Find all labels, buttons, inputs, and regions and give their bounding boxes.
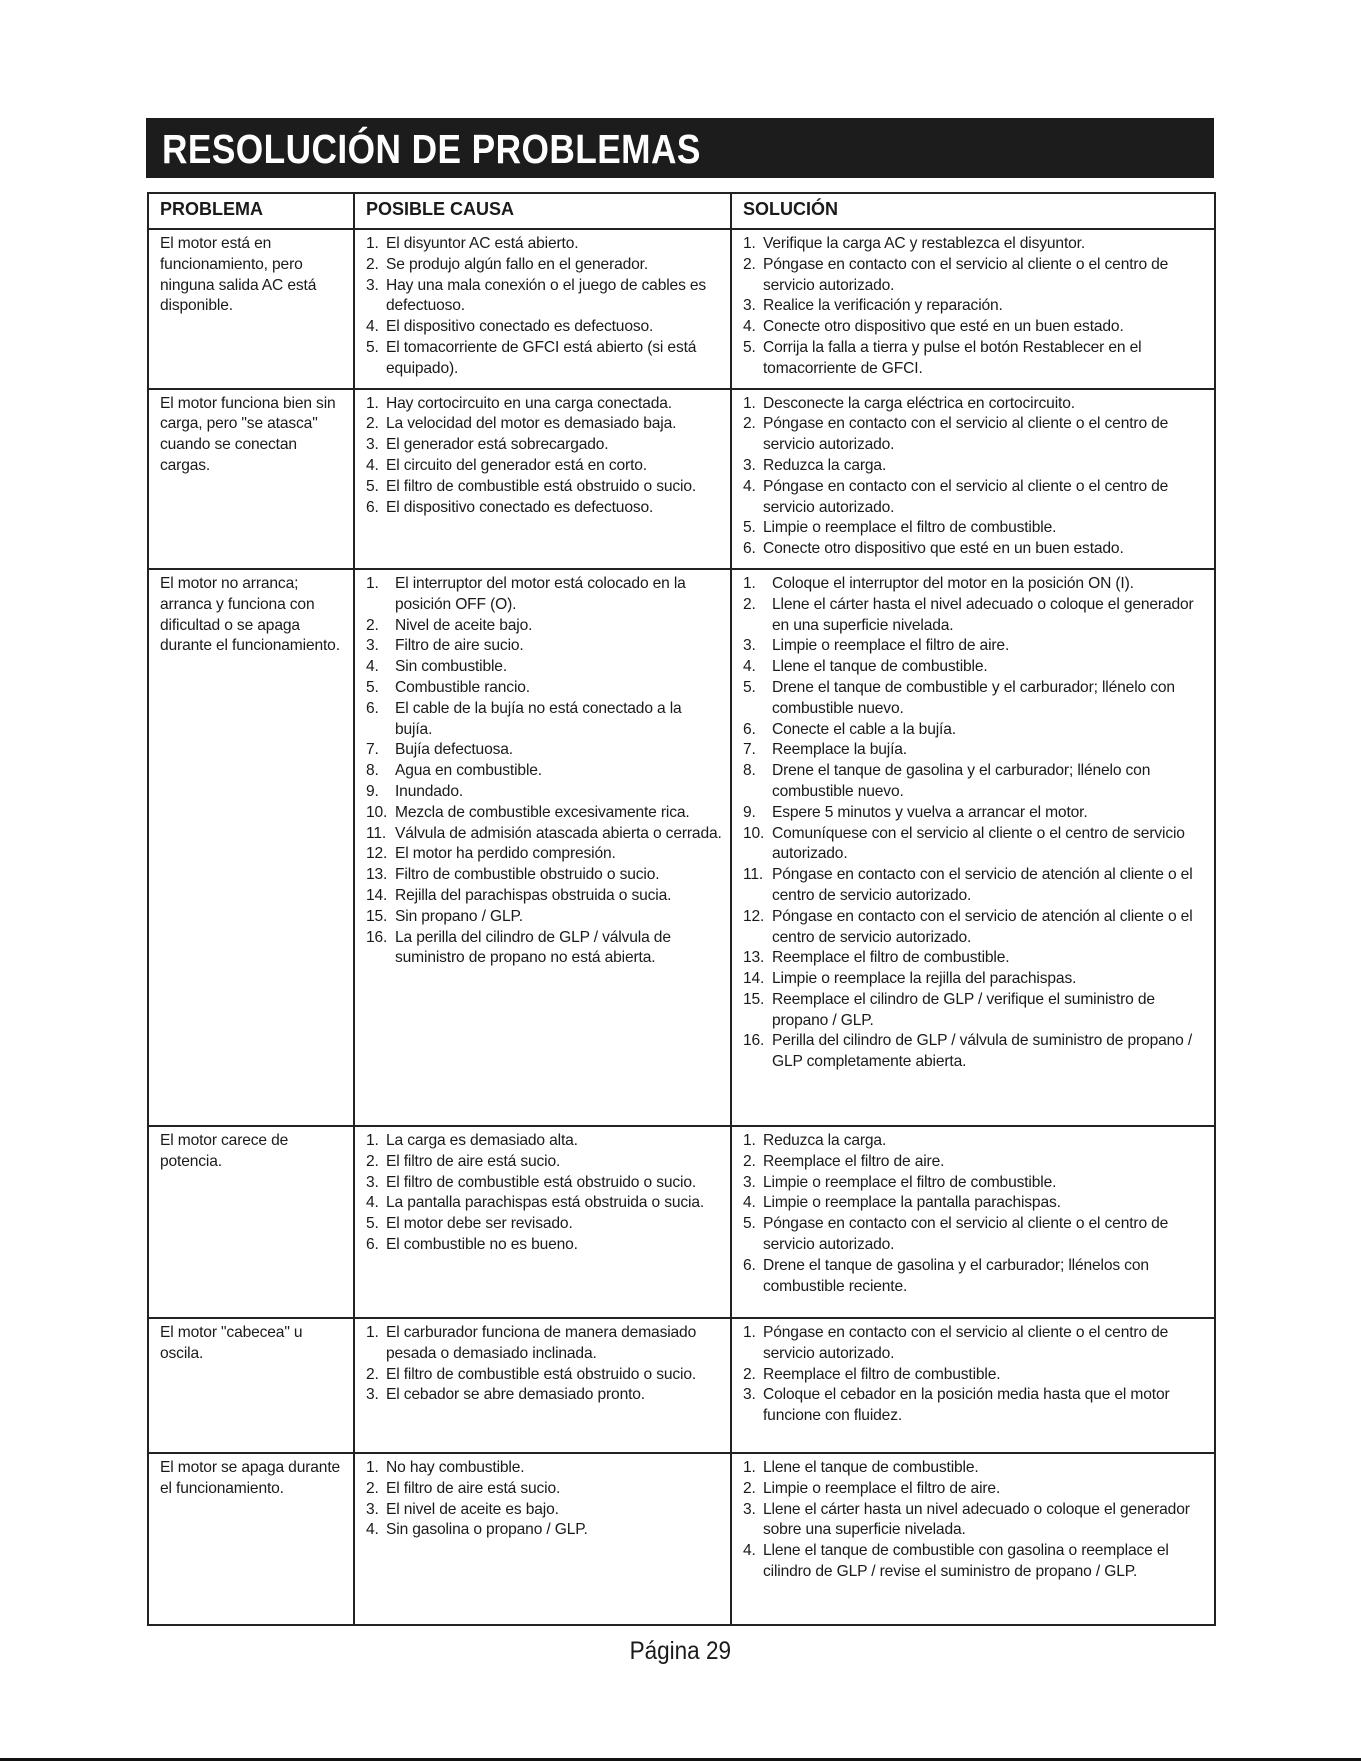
item-number: 3.	[743, 637, 756, 655]
item-text: El motor debe ser revisado.	[386, 1215, 573, 1233]
item-text: La pantalla parachispas está obstruida o sucia.	[386, 1194, 705, 1212]
page-title	[146, 118, 1214, 178]
item-number: 3.	[366, 1500, 379, 1518]
item-text: Filtro de combustible obstruido o sucio.	[395, 866, 660, 884]
item-number: 5.	[366, 678, 379, 696]
solution-item	[743, 518, 1206, 539]
cause-item	[366, 1152, 722, 1173]
page-number	[0, 1637, 1361, 1666]
solution-item	[743, 1541, 1206, 1583]
item-text: El filtro de aire está sucio.	[386, 1479, 561, 1497]
item-text: Llene el tanque de combustible.	[763, 1458, 979, 1476]
table-row	[148, 1453, 1215, 1625]
item-number: 4.	[366, 456, 379, 474]
solution-item	[743, 255, 1206, 297]
item-text: No hay combustible.	[386, 1458, 525, 1476]
item-number: 2.	[743, 255, 756, 273]
item-number: 1.	[743, 574, 756, 592]
item-number: 1.	[743, 394, 756, 412]
item-text: Verifique la carga AC y restablezca el disyuntor.	[763, 235, 1086, 252]
item-number: 3.	[366, 1173, 379, 1191]
item-number: 6.	[366, 498, 379, 516]
item-number: 15.	[743, 990, 765, 1008]
item-text: El filtro de combustible está obstruido o sucio.	[386, 477, 697, 495]
cause-item	[366, 456, 722, 477]
item-number: 1.	[366, 394, 379, 412]
item-text: Corrija la falla a tierra y pulse el botón Restablecer en el tomacorriente de GFCI.	[763, 338, 1142, 377]
item-number: 1.	[743, 1458, 756, 1476]
solution-item	[743, 865, 1206, 907]
solution-item	[743, 678, 1206, 720]
solution-item	[743, 907, 1206, 949]
item-number: 6.	[743, 1256, 756, 1274]
solution-cell	[731, 569, 1215, 1126]
page-title-text: RESOLUCIÓN DE PROBLEMAS	[162, 126, 701, 172]
troubleshooting-table	[147, 192, 1216, 1626]
item-text: El cebador se abre demasiado pronto.	[386, 1386, 645, 1404]
cause-cell	[354, 389, 731, 569]
item-text: El filtro de combustible está obstruido o sucio.	[386, 1173, 697, 1191]
solution-list	[743, 574, 1206, 1073]
cause-item	[366, 1458, 722, 1479]
item-text: Drene el tanque de gasolina y el carburador; llénelo con combustible nuevo.	[772, 762, 1151, 800]
item-text: Póngase en contacto con el servicio al cliente o el centro de servicio autorizado.	[763, 477, 1169, 516]
item-number: 8.	[366, 762, 379, 780]
cause-list	[366, 574, 722, 969]
solution-item	[743, 539, 1206, 560]
item-text: Reduzca la carga.	[763, 1131, 887, 1149]
item-number: 2.	[366, 255, 379, 273]
cause-item	[366, 234, 722, 255]
item-number: 2.	[366, 1152, 379, 1170]
item-text: Perilla del cilindro de GLP / válvula de suministro de propano / GLP completamente abierta.	[772, 1032, 1193, 1071]
cause-item	[366, 1235, 722, 1256]
item-number: 2.	[743, 1479, 756, 1497]
item-number: 4.	[743, 1194, 756, 1212]
cause-cell	[354, 1453, 731, 1625]
item-number: 4.	[366, 658, 379, 676]
item-number: 3.	[743, 456, 756, 474]
solution-item	[743, 761, 1206, 803]
solution-item	[743, 394, 1206, 415]
item-text: Limpie o reemplace la rejilla del parachispas.	[772, 970, 1077, 988]
cause-item	[366, 1323, 722, 1365]
item-number: 2.	[366, 616, 379, 634]
solution-cell	[731, 1453, 1215, 1625]
item-text: La velocidad del motor es demasiado baja.	[386, 415, 677, 433]
problem-cell: El motor carece de potencia.	[148, 1126, 354, 1318]
solution-item	[743, 1152, 1206, 1173]
solution-item	[743, 317, 1206, 338]
item-text: Reemplace el filtro de combustible.	[772, 949, 1010, 967]
cause-item	[366, 435, 722, 456]
item-text: Combustible rancio.	[395, 678, 530, 696]
item-text: Póngase en contacto con el servicio al cliente o el centro de servicio autorizado.	[763, 1323, 1169, 1362]
header-solution: SOLUCIÓN	[731, 193, 1215, 229]
solution-item	[743, 1193, 1206, 1214]
item-text: Inundado.	[395, 782, 464, 800]
item-number: 12.	[366, 845, 388, 863]
item-text: Sin gasolina o propano / GLP.	[386, 1521, 588, 1539]
item-number: 9.	[743, 803, 756, 821]
item-text: Válvula de admisión atascada abierta o cerrada.	[395, 824, 722, 842]
solution-item	[743, 1131, 1206, 1152]
solution-cell	[731, 389, 1215, 569]
item-text: El combustible no es bueno.	[386, 1235, 578, 1253]
cause-item	[366, 477, 722, 498]
item-text: Conecte otro dispositivo que esté en un buen estado.	[763, 540, 1124, 558]
item-number: 6.	[743, 540, 756, 558]
item-text: Reemplace la bujía.	[772, 741, 907, 759]
solution-cell	[731, 229, 1215, 389]
solution-item	[743, 1500, 1206, 1542]
item-text: Conecte otro dispositivo que esté en un buen estado.	[763, 318, 1124, 336]
item-text: El dispositivo conectado es defectuoso.	[386, 318, 654, 336]
item-number: 11.	[366, 824, 387, 842]
item-text: Drene el tanque de combustible y el carburador; llénelo con combustible nuevo.	[772, 678, 1175, 717]
solution-item	[743, 338, 1206, 380]
item-number: 2.	[743, 1152, 756, 1170]
item-text: La perilla del cilindro de GLP / válvula de suministro de propano no está abierta.	[395, 928, 671, 967]
item-text: Agua en combustible.	[395, 762, 542, 780]
item-text: Limpie o reemplace el filtro de combustible.	[763, 519, 1057, 537]
cause-list	[366, 1458, 722, 1541]
solution-item	[743, 595, 1206, 637]
solution-cell	[731, 1318, 1215, 1453]
item-number: 1.	[743, 235, 756, 252]
solution-item	[743, 969, 1206, 990]
item-number: 5.	[743, 678, 756, 696]
solution-list	[743, 1323, 1206, 1427]
item-text: Reemplace el cilindro de GLP / verifique el suministro de propano / GLP.	[772, 990, 1155, 1029]
solution-list	[743, 1458, 1206, 1583]
cause-item	[366, 928, 722, 970]
solution-item	[743, 990, 1206, 1032]
item-number: 1.	[743, 1323, 756, 1341]
table-row	[148, 1126, 1215, 1318]
solution-item	[743, 1365, 1206, 1386]
cause-list	[366, 1131, 722, 1256]
item-text: Espere 5 minutos y vuelva a arrancar el motor.	[772, 803, 1088, 821]
item-text: El nivel de aceite es bajo.	[386, 1500, 559, 1518]
solution-item	[743, 803, 1206, 824]
cause-item	[366, 886, 722, 907]
item-number: 4.	[366, 1521, 379, 1539]
cause-item	[366, 824, 722, 845]
item-number: 1.	[366, 1323, 379, 1341]
item-text: El filtro de combustible está obstruido o sucio.	[386, 1365, 697, 1383]
cause-item	[366, 616, 722, 637]
item-text: El generador está sobrecargado.	[386, 436, 609, 454]
solution-item	[743, 1323, 1206, 1365]
table-row	[148, 229, 1215, 389]
cause-item	[366, 1131, 722, 1152]
table-row	[148, 1318, 1215, 1453]
solution-item	[743, 574, 1206, 595]
cause-item	[366, 782, 722, 803]
item-text: Coloque el cebador en la posición media hasta que el motor funcione con fluidez.	[763, 1386, 1170, 1425]
item-number: 14.	[743, 970, 765, 988]
item-text: Filtro de aire sucio.	[395, 637, 524, 655]
item-number: 3.	[743, 297, 756, 315]
solution-item	[743, 1214, 1206, 1256]
item-number: 5.	[743, 1215, 756, 1233]
item-text: Llene el cárter hasta un nivel adecuado o coloque el generador sobre una superficie nivelada.	[763, 1500, 1190, 1539]
item-text: Desconecte la carga eléctrica en cortocircuito.	[763, 394, 1075, 412]
item-text: Limpie o reemplace el filtro de combustible.	[763, 1173, 1057, 1191]
item-text: Mezcla de combustible excesivamente rica.	[395, 803, 690, 821]
item-number: 4.	[743, 658, 756, 676]
item-text: El motor ha perdido compresión.	[395, 845, 616, 863]
item-number: 7.	[366, 741, 379, 759]
solution-item	[743, 414, 1206, 456]
item-number: 5.	[366, 1215, 379, 1233]
table-row	[148, 569, 1215, 1126]
item-text: Se produjo algún fallo en el generador.	[386, 255, 649, 273]
cause-item	[366, 1520, 722, 1541]
item-number: 1.	[366, 235, 379, 252]
cause-list	[366, 1323, 722, 1406]
item-text: Llene el tanque de combustible.	[772, 658, 988, 676]
item-number: 5.	[743, 338, 756, 356]
item-text: Reemplace el filtro de combustible.	[763, 1365, 1001, 1383]
cause-item	[366, 1479, 722, 1500]
cause-cell	[354, 1318, 731, 1453]
item-number: 4.	[743, 477, 756, 495]
solution-item	[743, 824, 1206, 866]
table-body	[148, 229, 1215, 1625]
item-number: 14.	[366, 886, 388, 904]
solution-item	[743, 1256, 1206, 1298]
item-number: 2.	[743, 595, 756, 613]
cause-item	[366, 255, 722, 276]
solution-item	[743, 636, 1206, 657]
item-text: Llene el cárter hasta el nivel adecuado o coloque el generador en una superficie nivelada.	[772, 595, 1194, 634]
cause-item	[366, 317, 722, 338]
item-text: El disyuntor AC está abierto.	[386, 235, 579, 252]
cause-item	[366, 844, 722, 865]
item-number: 2.	[366, 1365, 379, 1383]
cause-item	[366, 740, 722, 761]
problem-cell: El motor "cabecea" u oscila.	[148, 1318, 354, 1453]
problem-cell: El motor se apaga durante el funcionamiento.	[148, 1453, 354, 1625]
cause-item	[366, 574, 722, 616]
cause-cell	[354, 1126, 731, 1318]
item-text: Limpie o reemplace el filtro de aire.	[772, 637, 1010, 655]
table-header-row	[148, 193, 1215, 229]
item-number: 1.	[366, 1458, 379, 1476]
item-text: Hay una mala conexión o el juego de cables es defectuoso.	[386, 276, 707, 315]
item-number: 3.	[366, 276, 379, 294]
item-number: 2.	[743, 415, 756, 433]
page-number-text: Página 29	[629, 1637, 732, 1665]
cause-item	[366, 657, 722, 678]
item-text: Realice la verificación y reparación.	[763, 297, 1003, 315]
cause-cell	[354, 569, 731, 1126]
item-number: 1.	[366, 574, 379, 592]
cause-item	[366, 414, 722, 435]
item-text: Póngase en contacto con el servicio al cliente o el centro de servicio autorizado.	[763, 1215, 1169, 1253]
cause-item	[366, 1193, 722, 1214]
item-text: Reemplace el filtro de aire.	[763, 1152, 945, 1170]
cause-item	[366, 699, 722, 741]
item-text: Drene el tanque de gasolina y el carburador; llénelos con combustible reciente.	[763, 1256, 1149, 1295]
table-row	[148, 389, 1215, 569]
solution-item	[743, 477, 1206, 519]
solution-list	[743, 1131, 1206, 1297]
solution-item	[743, 1479, 1206, 1500]
cause-item	[366, 678, 722, 699]
cause-list	[366, 394, 722, 519]
cause-item	[366, 1214, 722, 1235]
item-number: 5.	[366, 338, 379, 356]
solution-cell	[731, 1126, 1215, 1318]
item-text: Coloque el interruptor del motor en la posición ON (I).	[772, 574, 1134, 592]
item-number: 1.	[743, 1131, 756, 1149]
item-text: Hay cortocircuito en una carga conectada.	[386, 394, 672, 412]
item-text: La carga es demasiado alta.	[386, 1131, 578, 1149]
item-number: 4.	[366, 1194, 379, 1212]
item-text: Limpie o reemplace el filtro de aire.	[763, 1479, 1001, 1497]
item-number: 3.	[366, 1386, 379, 1404]
item-number: 7.	[743, 741, 756, 759]
item-number: 3.	[366, 436, 379, 454]
item-number: 8.	[743, 762, 756, 780]
solution-item	[743, 657, 1206, 678]
item-text: El dispositivo conectado es defectuoso.	[386, 498, 654, 516]
item-number: 4.	[366, 318, 379, 336]
problem-cell: El motor está en funcionamiento, pero ninguna salida AC está disponible.	[148, 229, 354, 389]
cause-list	[366, 234, 722, 380]
cause-item	[366, 865, 722, 886]
item-number: 10.	[743, 824, 765, 842]
item-number: 13.	[743, 949, 765, 967]
item-number: 15.	[366, 907, 388, 925]
cause-item	[366, 1500, 722, 1521]
cause-cell	[354, 229, 731, 389]
cause-item	[366, 394, 722, 415]
item-text: Limpie o reemplace la pantalla parachispas.	[763, 1194, 1061, 1212]
solution-item	[743, 720, 1206, 741]
cause-item	[366, 338, 722, 380]
item-number: 4.	[743, 318, 756, 336]
item-number: 5.	[366, 477, 379, 495]
item-number: 6.	[366, 699, 379, 717]
item-text: Comuníquese con el servicio al cliente o el centro de servicio autorizado.	[772, 824, 1185, 863]
item-text: Póngase en contacto con el servicio de atención al cliente o el centro de servicio autorizado.	[772, 866, 1193, 904]
item-number: 16.	[743, 1032, 765, 1050]
item-text: El cable de la bujía no está conectado a la bujía.	[395, 699, 682, 738]
problem-cell: El motor no arranca; arranca y funciona con dificultad o se apaga durante el funcionamiento.	[148, 569, 354, 1126]
item-number: 1.	[366, 1131, 379, 1149]
item-text: El tomacorriente de GFCI está abierto (si está equipado).	[386, 338, 697, 377]
cause-item	[366, 803, 722, 824]
item-text: Bujía defectuosa.	[395, 741, 513, 759]
item-number: 12.	[743, 907, 765, 925]
cause-item	[366, 498, 722, 519]
header-problem: PROBLEMA	[148, 193, 354, 229]
item-number: 3.	[743, 1386, 756, 1404]
item-text: El circuito del generador está en corto.	[386, 456, 647, 474]
cause-item	[366, 1173, 722, 1194]
solution-item	[743, 456, 1206, 477]
item-text: El carburador funciona de manera demasiado pesada o demasiado inclinada.	[386, 1323, 697, 1362]
header-cause: POSIBLE CAUSA	[354, 193, 731, 229]
cause-item	[366, 1365, 722, 1386]
cause-item	[366, 761, 722, 782]
cause-item	[366, 907, 722, 928]
item-number: 2.	[366, 415, 379, 433]
item-number: 3.	[743, 1173, 756, 1191]
solution-item	[743, 296, 1206, 317]
item-number: 6.	[743, 720, 756, 738]
item-number: 13.	[366, 866, 388, 884]
item-text: Póngase en contacto con el servicio al cliente o el centro de servicio autorizado.	[763, 255, 1169, 294]
item-text: Conecte el cable a la bujía.	[772, 720, 956, 738]
cause-item	[366, 276, 722, 318]
item-number: 16.	[366, 928, 388, 946]
solution-item	[743, 234, 1206, 255]
item-text: Llene el tanque de combustible con gasolina o reemplace el cilindro de GLP / revise el suministro de propano / GLP.	[763, 1542, 1169, 1580]
item-number: 10.	[366, 803, 388, 821]
item-text: Reduzca la carga.	[763, 456, 887, 474]
solution-item	[743, 740, 1206, 761]
item-number: 4.	[743, 1542, 756, 1560]
item-number: 2.	[366, 1479, 379, 1497]
item-text: Rejilla del parachispas obstruida o sucia.	[395, 886, 672, 904]
item-number: 9.	[366, 782, 379, 800]
problem-cell: El motor funciona bien sin carga, pero "se atasca" cuando se conectan cargas.	[148, 389, 354, 569]
item-text: Póngase en contacto con el servicio de atención al cliente o el centro de servicio autorizado.	[772, 907, 1193, 946]
solution-list	[743, 394, 1206, 560]
item-number: 2.	[743, 1365, 756, 1383]
item-number: 5.	[743, 519, 756, 537]
solution-item	[743, 1031, 1206, 1073]
solution-item	[743, 1458, 1206, 1479]
solution-item	[743, 1173, 1206, 1194]
item-text: Póngase en contacto con el servicio al cliente o el centro de servicio autorizado.	[763, 415, 1169, 454]
item-number: 6.	[366, 1235, 379, 1253]
solution-item	[743, 948, 1206, 969]
item-text: El filtro de aire está sucio.	[386, 1152, 561, 1170]
item-text: Sin propano / GLP.	[395, 907, 523, 925]
item-text: Sin combustible.	[395, 658, 508, 676]
cause-item	[366, 1385, 722, 1406]
solution-list	[743, 234, 1206, 380]
item-text: Nivel de aceite bajo.	[395, 616, 533, 634]
solution-item	[743, 1385, 1206, 1427]
item-number: 11.	[743, 866, 764, 884]
item-number: 3.	[743, 1500, 756, 1518]
cause-item	[366, 636, 722, 657]
item-text: El interruptor del motor está colocado en la posición OFF (O).	[395, 574, 686, 613]
item-number: 3.	[366, 637, 379, 655]
